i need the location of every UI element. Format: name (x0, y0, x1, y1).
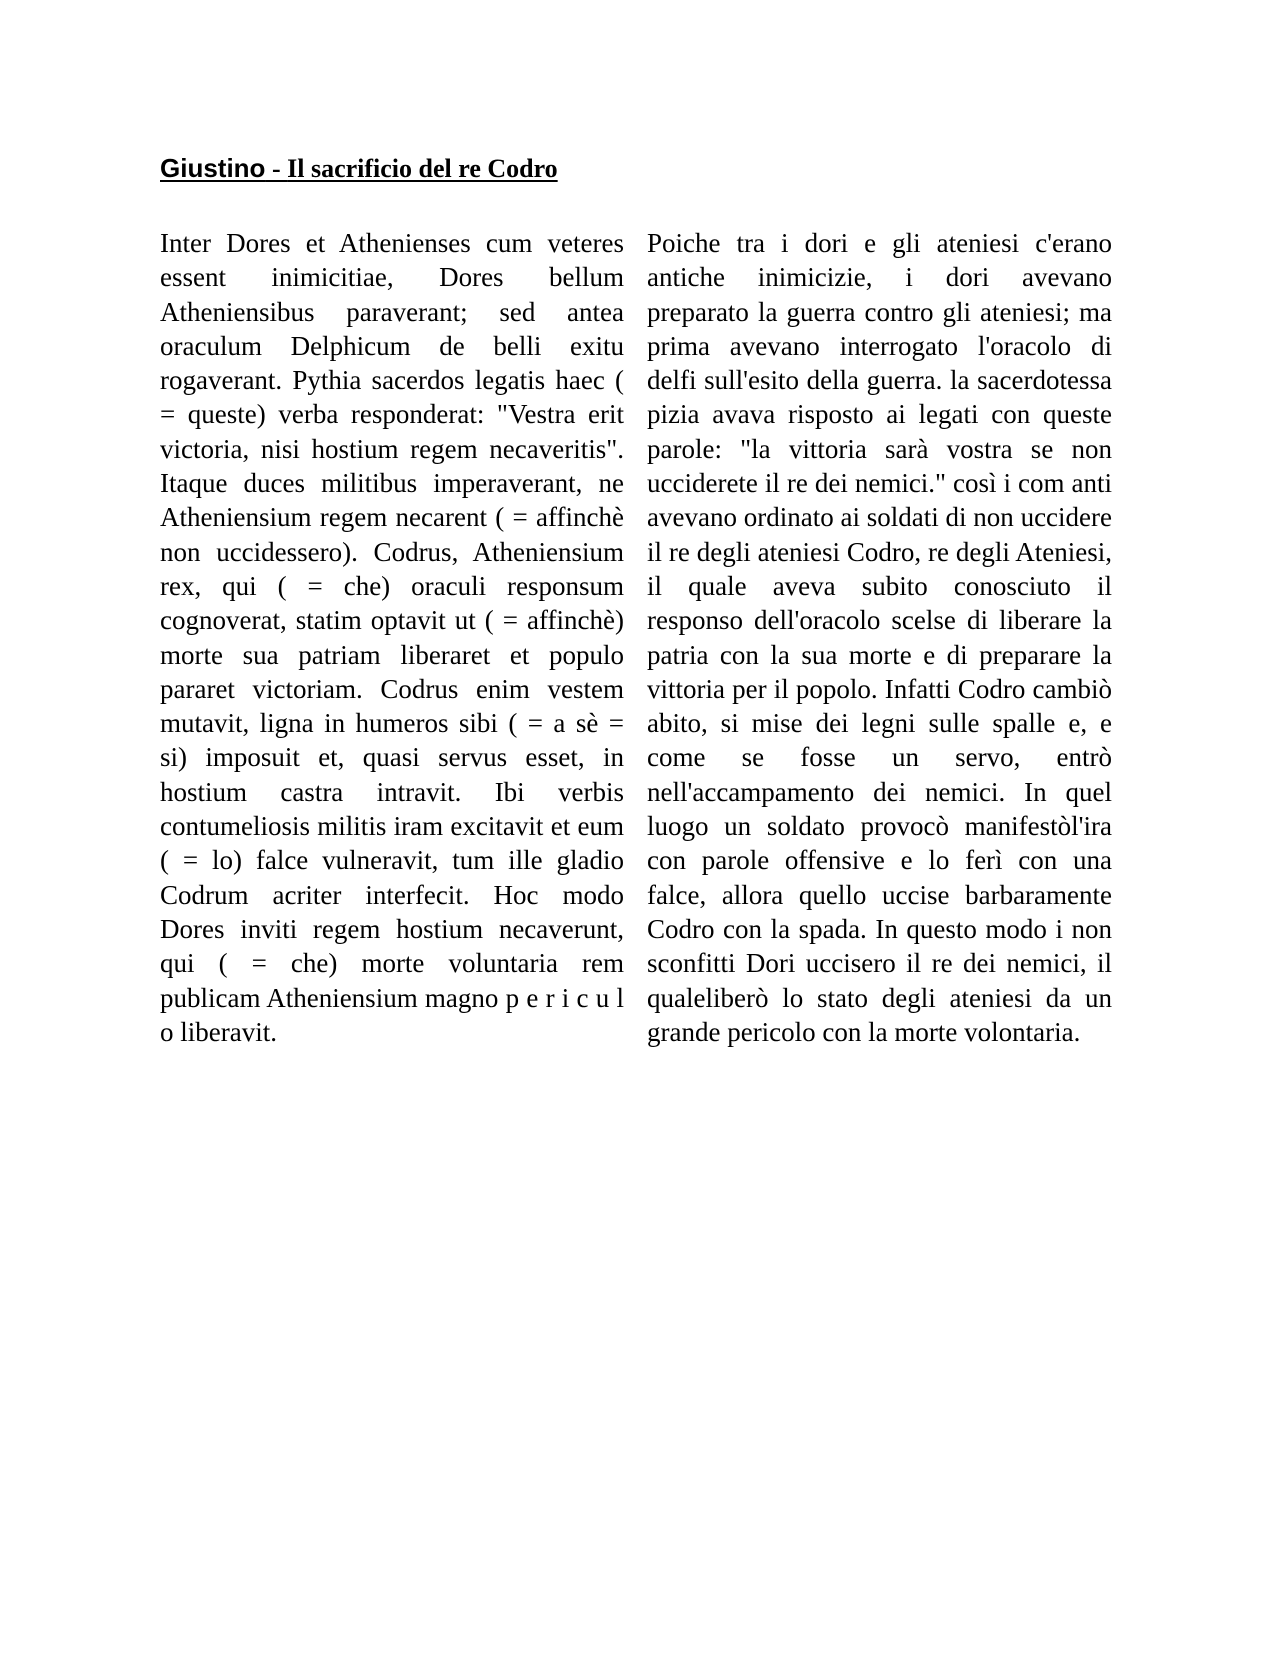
italian-translation-column (647, 226, 1112, 1049)
italian-paragraph: Poiche tra i dori e gli ateniesi c'erano antiche inimicizie, i dori avevano preparato la guerra contro gli ateniesi; ma prima avevano interrogato l'oracolo di delfi sull'esito della guerra. la sacerdotessa pizia avava risposto ai legati con queste parole: "la vittoria sarà vostra se non ucciderete il re dei nemici." così i com anti avevano ordinato ai soldati di non uccidere il re degli ateniesi Codro, re degli Ateniesi, il quale aveva subito conosciuto il responso dell'oracolo scelse di liberare la patria con la sua morte e di preparare la vittoria per il popolo. Infatti Codro cambiò abito, si mise dei legni sulle spalle e, e come se fosse un servo, entrò nell'accampamento dei nemici. In quel luogo un soldato provocò manifestòl'ira con parole offensive e lo ferì con una falce, allora quello uccise barbaramente Codro con la spada. In questo modo i non sconfitti Dori uccisero il re dei nemici, il qualeliberò lo stato degli ateniesi da un grande pericolo con la morte volontaria. (647, 228, 1112, 1047)
title-author: Giustino (160, 153, 266, 183)
document-title (160, 151, 558, 186)
title-text: Il sacrificio del re Codro (287, 154, 558, 183)
latin-paragraph: Inter Dores et Athenienses cum veteres essent inimicitiae, Dores bellum Atheniensibus paraverant; sed antea oraculum Delphicum de belli exitu rogaverant. Pythia sacerdos legatis haec ( = queste) verba responderat: "Vestra erit victoria, nisi hostium regem necaveritis". Itaque duces militibus imperaverant, ne Atheniensium regem necarent ( = affinchè non uccidessero). Codrus, Atheniensium rex, qui ( = che) oraculi responsum cognoverat, statim optavit ut ( = affinchè) morte sua patriam liberaret et populo pararet victoriam. Codrus enim vestem mutavit, ligna in humeros sibi ( = a sè = si) imposuit et, quasi servus esset, in hostium castra intravit. Ibi verbis contumeliosis militis iram excitavit et eum ( = lo) falce vulneravit, tum ille gladio Codrum acriter interfecit. Hoc modo Dores inviti regem hostium necaverunt, qui ( = che) morte voluntaria rem publicam Atheniensium magno p e r i c u l o liberavit. (160, 228, 624, 1047)
title-separator: - (265, 154, 288, 183)
latin-text-column (160, 226, 624, 1049)
